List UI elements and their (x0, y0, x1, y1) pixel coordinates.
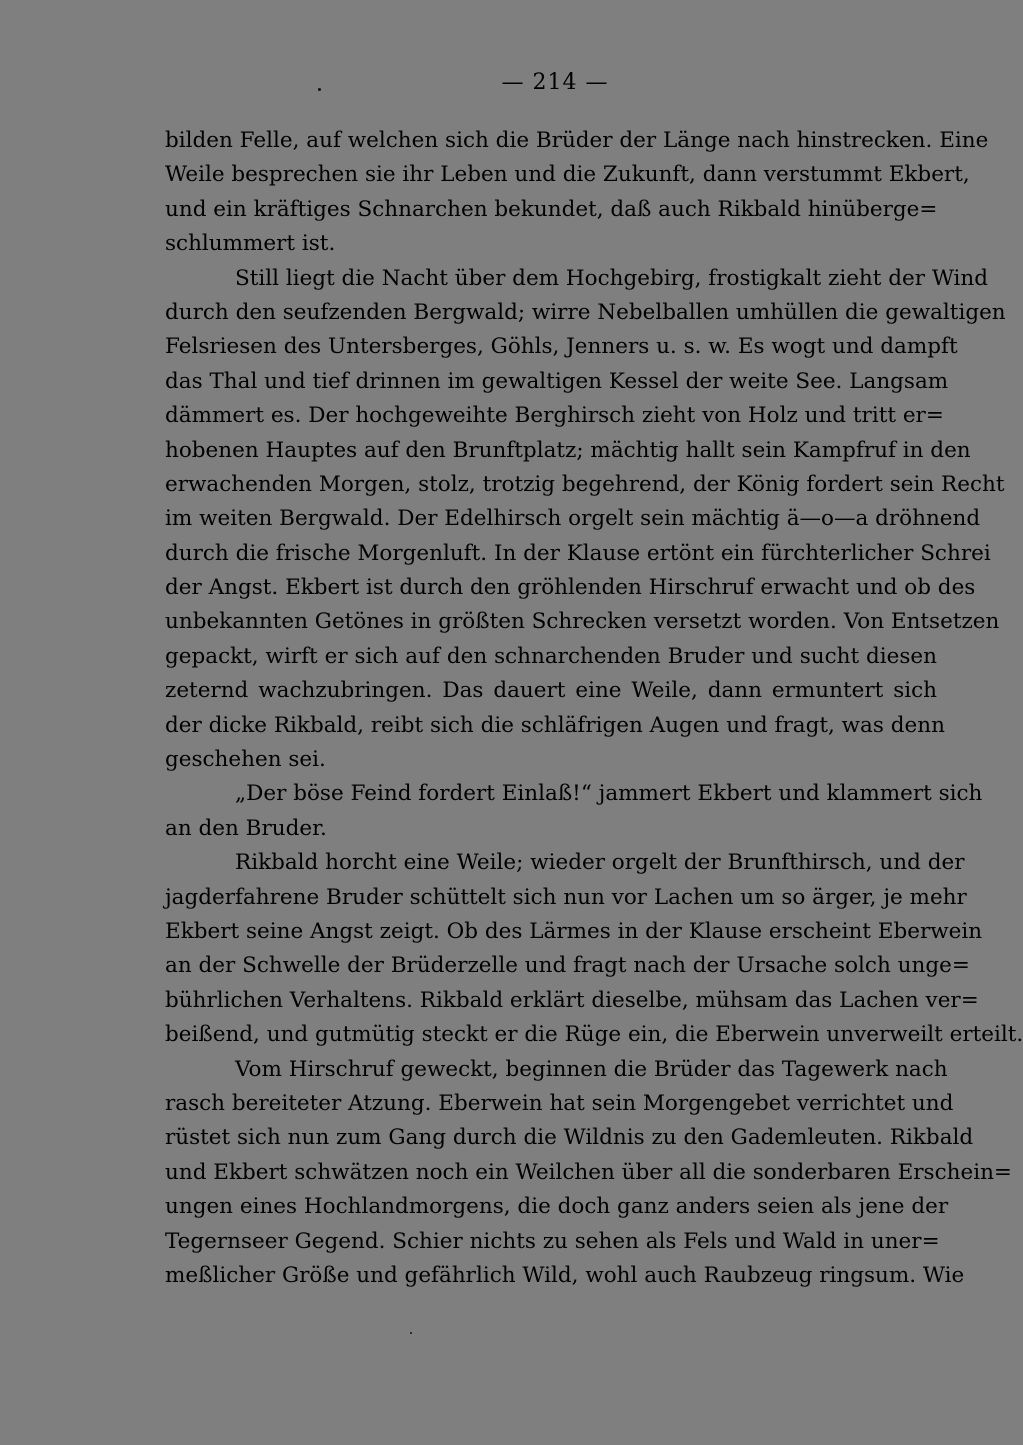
text-line: jagderfahrene Bruder schüttelt sich nun vor Lachen um so ärger, je mehr (165, 884, 967, 910)
text-line: „Der böse Feind fordert Einlaß!“ jammert Ekbert und klammert sich (235, 781, 983, 807)
text-line: meßlicher Größe und gefährlich Wild, wohl auch Raubzeug ringsum. Wie (165, 1262, 965, 1288)
text-line: im weiten Bergwald. Der Edelhirsch orgelt sein mächtig ä—o—a dröhnend (165, 506, 981, 532)
text-line: und ein kräftiges Schnarchen bekundet, daß auch Rikbald hinüberge= (165, 196, 938, 222)
text-line: gepackt, wirft er sich auf den schnarchenden Bruder und sucht diesen (165, 643, 937, 669)
text-line: Still liegt die Nacht über dem Hochgebirg, frostigkalt zieht der Wind (235, 265, 989, 291)
text-line: zeternd wachzubringen. Das dauert eine Weile, dann ermuntert sich (165, 678, 937, 704)
text-line: Vom Hirschruf geweckt, beginnen die Brüder das Tagewerk nach (235, 1056, 948, 1082)
dust-speck (318, 88, 321, 91)
text-line: Ekbert seine Angst zeigt. Ob des Lärmes in der Klause erscheint Eberwein (165, 918, 983, 944)
text-line: Weile besprechen sie ihr Leben und die Zukunft, dann verstummt Ekbert, (165, 162, 970, 188)
text-line: rüstet sich nun zum Gang durch die Wildnis zu den Gademleuten. Rikbald (165, 1125, 974, 1151)
text-line: schlummert ist. (165, 231, 336, 257)
text-line: Tegernseer Gegend. Schier nichts zu sehen als Fels und Wald in uner= (165, 1228, 940, 1254)
text-line: durch die frische Morgenluft. In der Klause ertönt ein fürchterlicher Schrei (165, 540, 991, 566)
text-line: erwachenden Morgen, stolz, trotzig begehrend, der König fordert sein Recht (165, 471, 1005, 497)
dust-speck (410, 1332, 412, 1334)
text-line: und Ekbert schwätzen noch ein Weilchen über all die sonderbaren Erschein= (165, 1159, 1012, 1185)
text-line: hobenen Hauptes auf den Brunftplatz; mächtig hallt sein Kampfruf in den (165, 437, 971, 463)
text-line: dämmert es. Der hochgeweihte Berghirsch zieht von Holz und tritt er= (165, 403, 944, 429)
text-line: geschehen sei. (165, 747, 326, 773)
text-line: rasch bereiteter Atzung. Eberwein hat sein Morgengebet verrichtet und (165, 1090, 954, 1116)
text-line: bührlichen Verhaltens. Rikbald erklärt dieselbe, mühsam das Lachen ver= (165, 987, 979, 1013)
text-line: ungen eines Hochlandmorgens, die doch ganz anders seien als jene der (165, 1194, 949, 1220)
text-line: bilden Felle, auf welchen sich die Brüder der Länge nach hinstrecken. Eine (165, 128, 989, 153)
text-line: beißend, und gutmütig steckt er die Rüge ein, die Eberwein unverweilt erteilt. (165, 1022, 1023, 1048)
text-line: an den Bruder. (165, 815, 327, 841)
text-line: Rikbald horcht eine Weile; wieder orgelt der Brunfthirsch, und der (235, 850, 965, 876)
text-line: Felsriesen des Untersberges, Göhls, Jenners u. s. w. Es wogt und dampft (165, 334, 958, 360)
text-line: der dicke Rikbald, reibt sich die schläfrigen Augen und fragt, was denn (165, 712, 945, 738)
text-line: der Angst. Ekbert ist durch den gröhlenden Hirschruf erwacht und ob des (165, 575, 976, 601)
text-line: das Thal und tief drinnen im gewaltigen Kessel der weite See. Langsam (165, 368, 949, 394)
text-line: unbekannten Getönes in größten Schrecken versetzt worden. Von Entsetzen (165, 609, 1000, 635)
body-text (165, 124, 1023, 1293)
text-line: an der Schwelle der Brüderzelle und fragt nach der Ursache solch unge= (165, 953, 970, 979)
text-line: durch den seufzenden Bergwald; wirre Nebelballen umhüllen die gewaltigen (165, 299, 1006, 325)
page-number: — 214 — (501, 70, 609, 95)
